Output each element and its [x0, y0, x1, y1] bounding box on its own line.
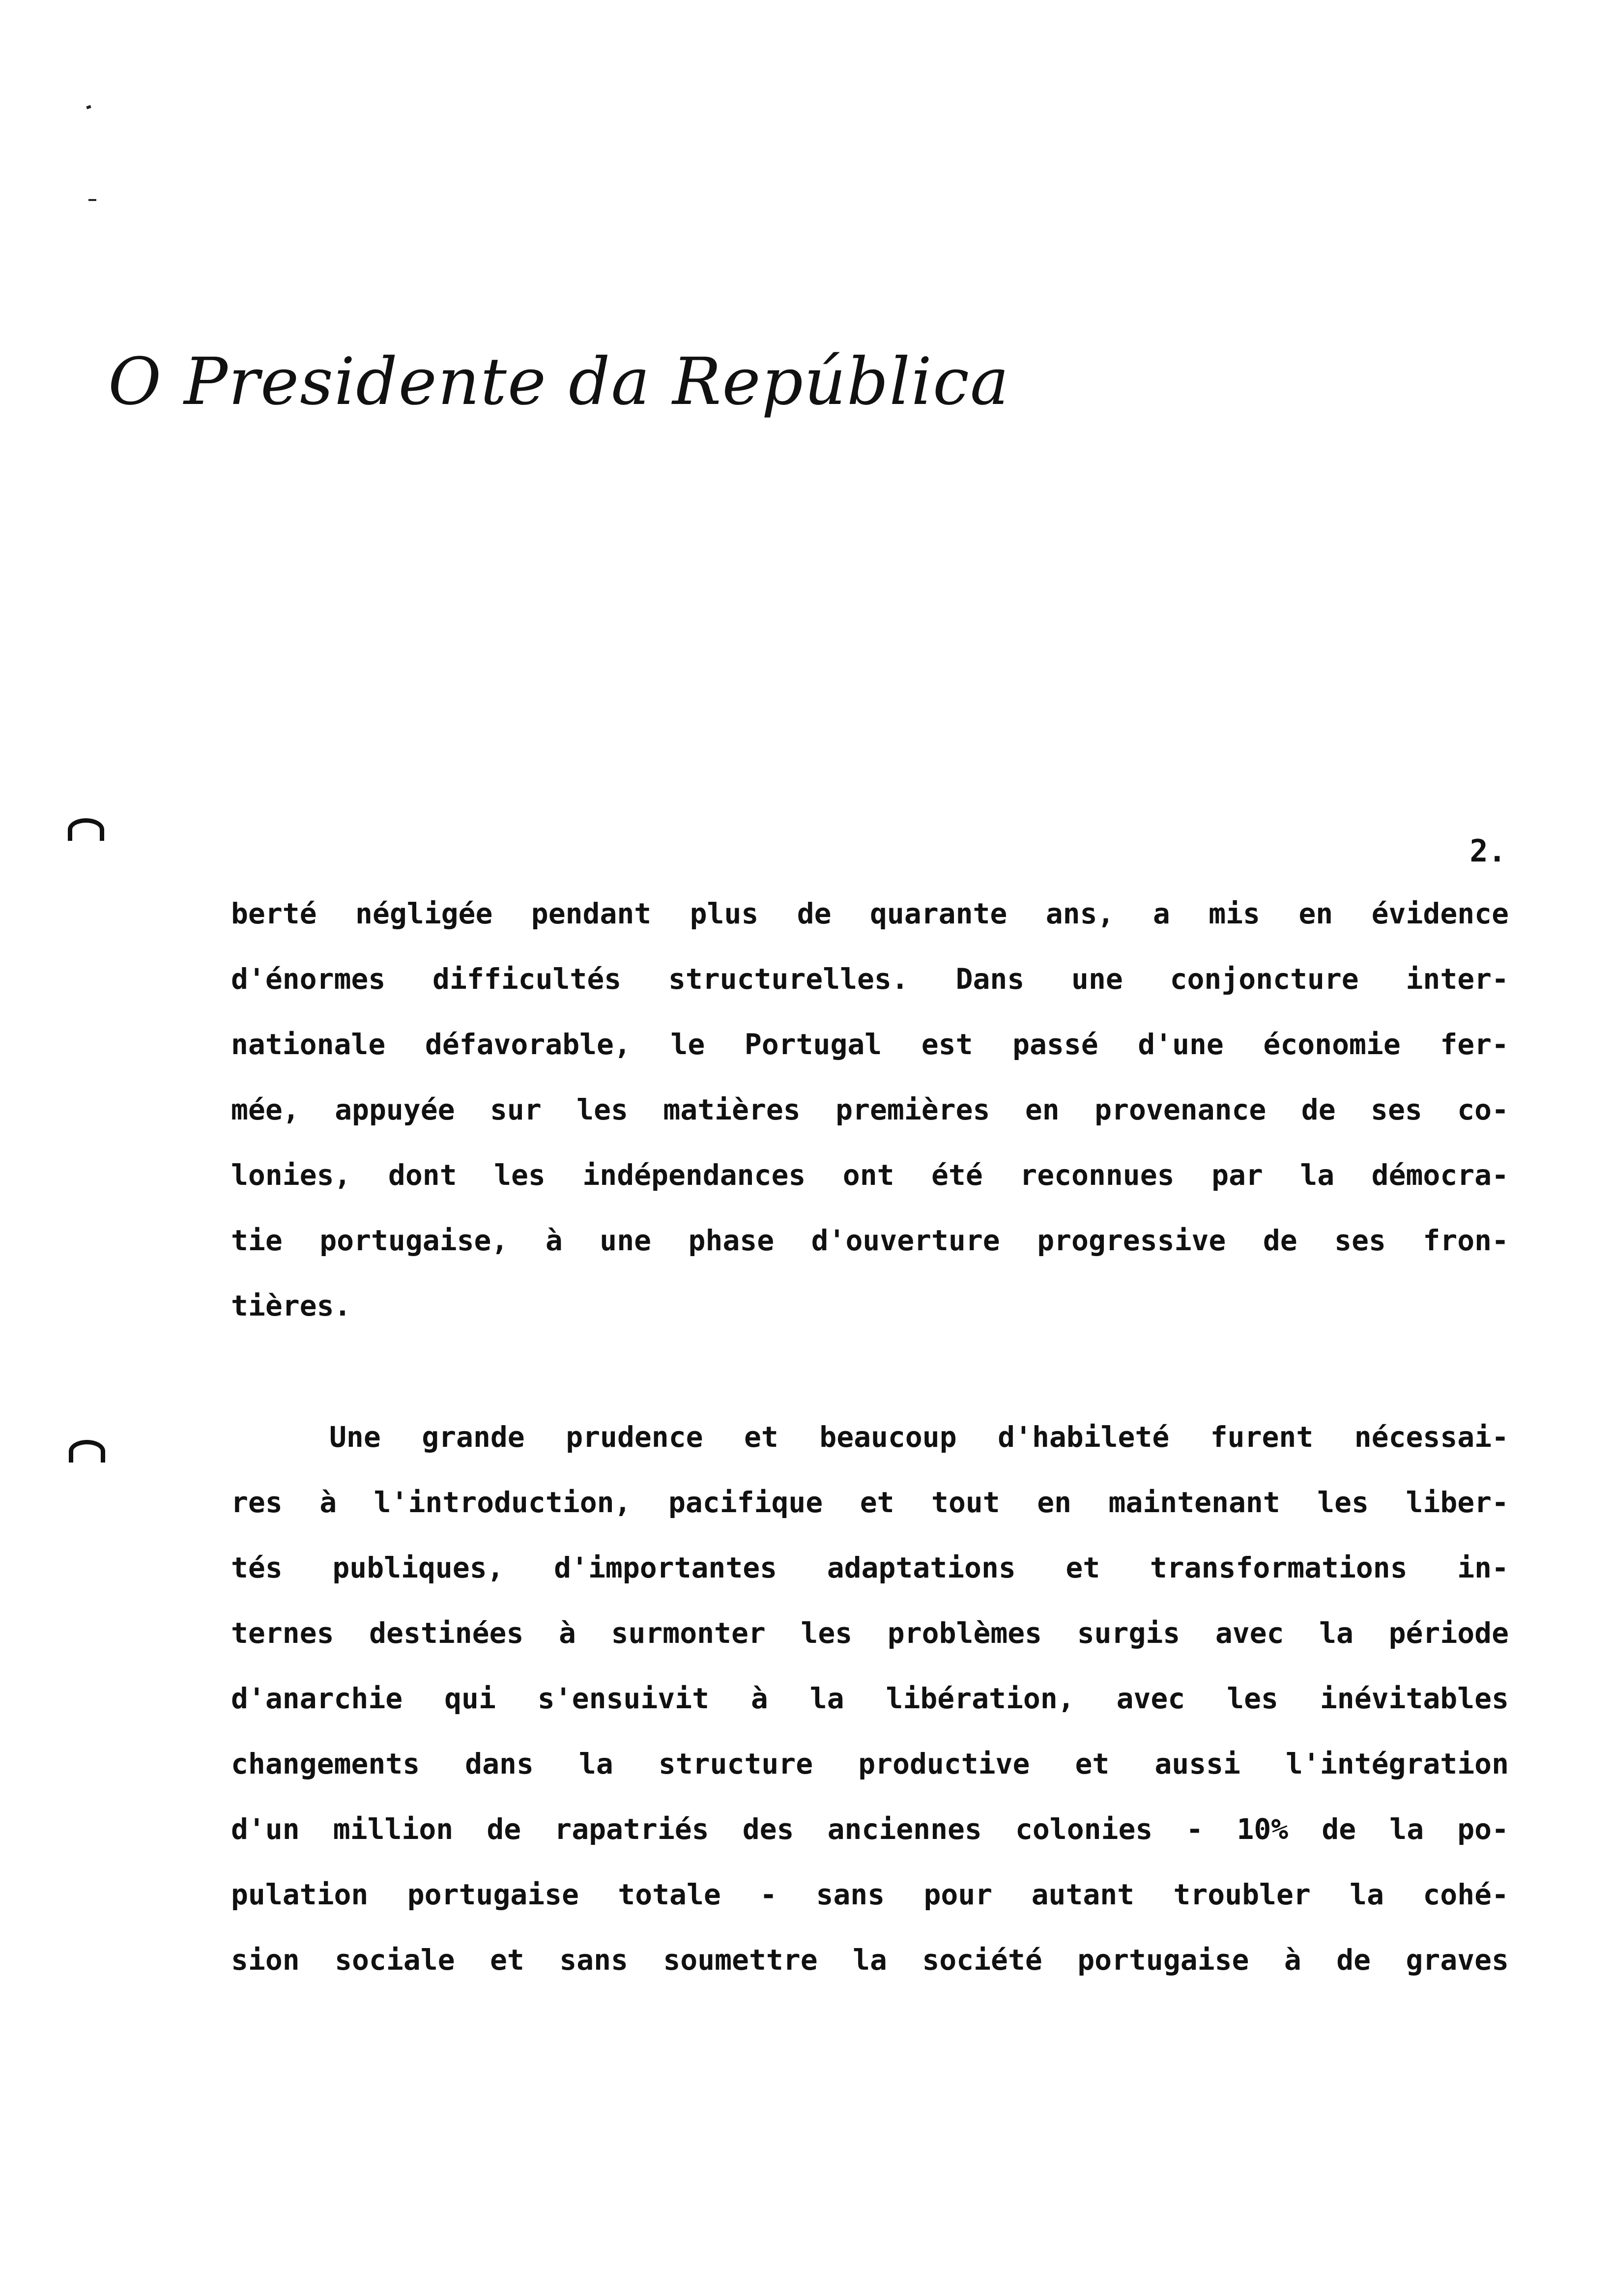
text-line: d'énormes difficultés structurelles. Dans une conjoncture inter-: [231, 962, 1509, 996]
page-number: 2.: [1469, 833, 1506, 869]
text-line: ternes destinées à surmonter les problèmes surgis avec la période: [231, 1616, 1509, 1650]
text-line: changements dans la structure productive et aussi l'intégration: [231, 1747, 1509, 1780]
scan-speck: [86, 105, 91, 110]
text-line: Une grande prudence et beaucoup d'habileté furent nécessai-: [329, 1420, 1509, 1454]
text-line: tie portugaise, à une phase d'ouverture progressive de ses fron-: [231, 1224, 1509, 1257]
text-line: berté négligée pendant plus de quarante ans, a mis en évidence: [231, 897, 1509, 930]
text-line: lonies, dont les indépendances ont été reconnues par la démocra-: [231, 1158, 1509, 1192]
text-line: sion sociale et sans soumettre la société portugaise à de graves: [231, 1943, 1509, 1977]
punch-hole-mark: [69, 1440, 105, 1463]
punch-hole-mark: [68, 818, 104, 841]
letterhead: O Presidente da República: [108, 344, 1010, 420]
text-line: nationale défavorable, le Portugal est passé d'une économie fer-: [231, 1028, 1509, 1061]
text-line: mée, appuyée sur les matières premières en provenance de ses co-: [231, 1093, 1509, 1126]
text-line: d'anarchie qui s'ensuivit à la libération, avec les inévitables: [231, 1682, 1509, 1715]
text-line: tières.: [231, 1289, 351, 1322]
scan-speck: [88, 199, 96, 201]
text-line: tés publiques, d'importantes adaptations et transformations in-: [231, 1551, 1509, 1584]
text-line: res à l'introduction, pacifique et tout en maintenant les liber-: [231, 1486, 1509, 1519]
text-line: pulation portugaise totale - sans pour autant troubler la cohé-: [231, 1878, 1509, 1911]
text-line: d'un million de rapatriés des anciennes colonies - 10% de la po-: [231, 1812, 1509, 1846]
